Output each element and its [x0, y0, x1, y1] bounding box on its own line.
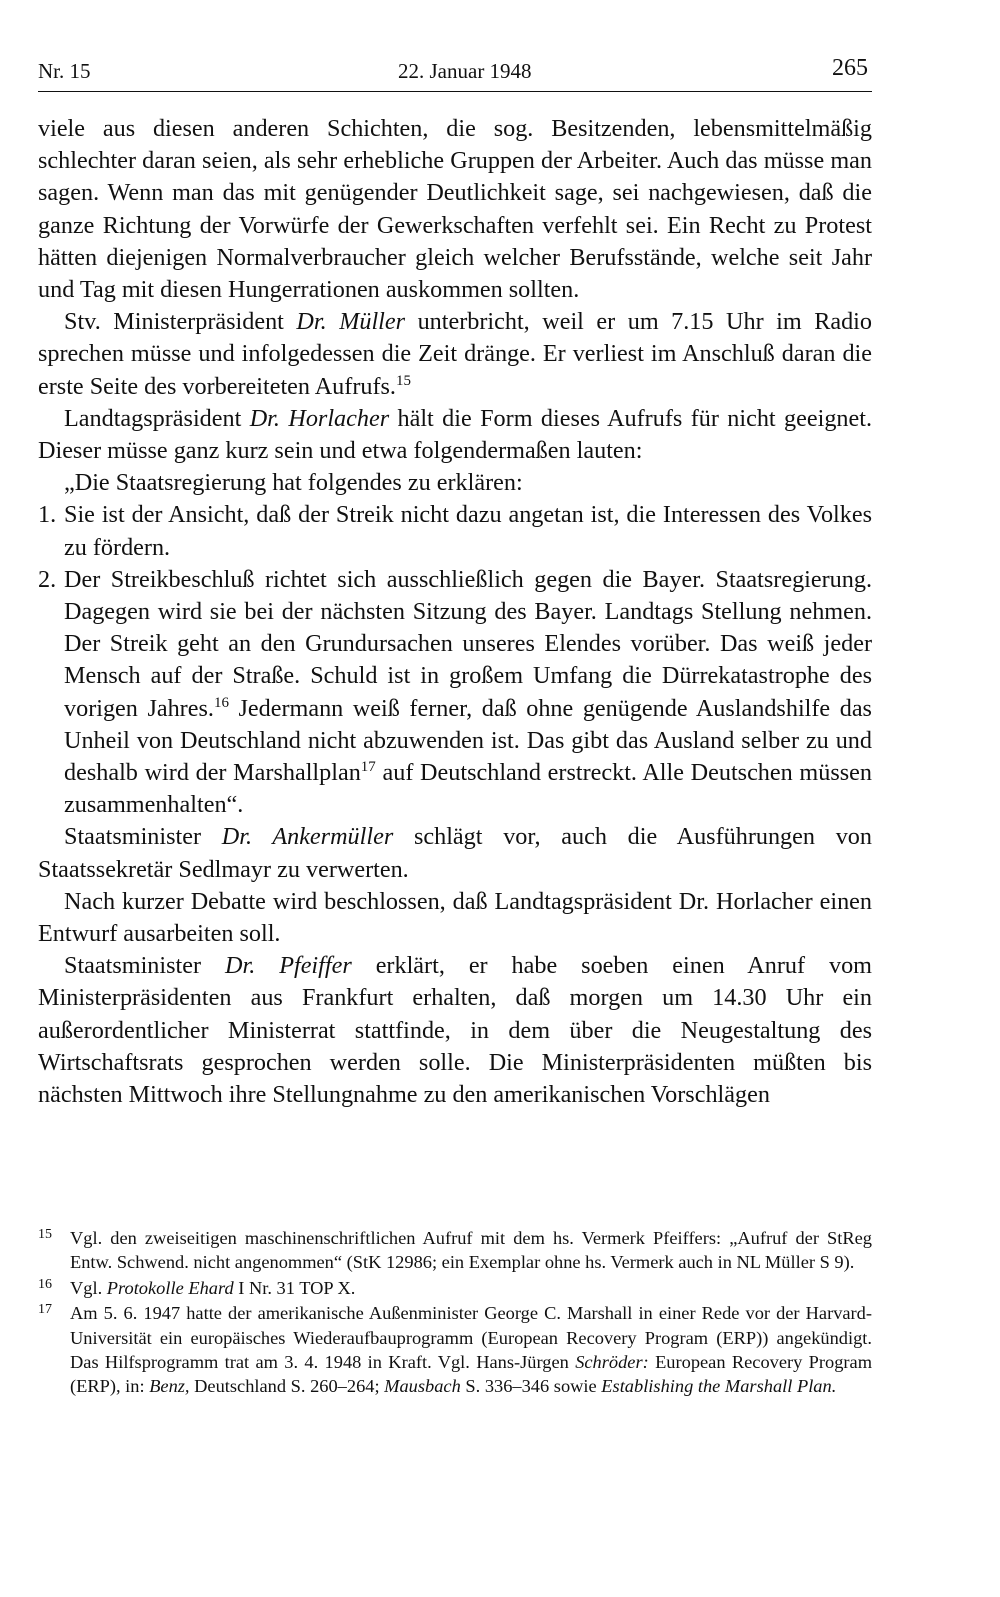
person-name-ankermueller: Ankermüller: [272, 823, 394, 851]
paragraph-6: Staatsminister Dr. Pfeiffer erklärt, er habe soeben einen Anruf vom Ministerpräsidenten aus Frankfurt erhalten, daß morgen um 14.30 Uhr ein außerordentlicher Ministerrat stattfinde, in dem über die Neugestaltung des Wirtschaftsrats gesprochen werden solle. Die Ministerpräsidenten müßten bis nächsten Mittwoch ihre Stellungnahme zu den amerikanischen Vorschlägen: [38, 952, 872, 1109]
main-text: [38, 113, 872, 1111]
footnotes: [38, 1226, 872, 1400]
footnote-15: 15 Vgl. den zweiseitigen maschinenschriftlichen Aufruf mit dem hs. Vermerk Pfeiffers: „Aufruf der StReg Entw. Schwend. nicht angenommen“ (StK 12986; ein Exemplar ohne hs. Vermerk auch in NL Müller S 9).: [38, 1227, 872, 1273]
running-header: [38, 55, 872, 92]
footnote-ref-16: 16: [213, 694, 229, 711]
issue-number: Nr. 15: [38, 59, 91, 83]
paragraph-5: Nach kurzer Debatte wird beschlossen, daß Landtagspräsident Dr. Horlacher einen Entwurf ausarbeiten soll.: [38, 887, 872, 948]
footnote-ref-17: 17: [360, 759, 376, 776]
quote-intro: „Die Staatsregierung hat folgendes zu erklären:: [64, 469, 523, 497]
list-item-1: 1. Sie ist der Ansicht, daß der Streik nicht dazu angetan ist, die Interessen des Volkes zu fördern.: [38, 501, 872, 561]
paragraph-3: Landtagspräsident Dr. Horlacher hält die Form dieses Aufrufs für nicht geeignet. Dieser müsse ganz kurz sein und etwa folgendermaßen lauten:: [38, 404, 873, 465]
footnote-16: 16 Vgl. Protokolle Ehard I Nr. 31 TOP X.: [38, 1276, 356, 1298]
person-name-mueller: Müller: [339, 308, 406, 336]
person-name-horlacher: Horlacher: [288, 404, 390, 432]
footnote-17: 17 Am 5. 6. 1947 hatte der amerikanische Außenminister George C. Marshall in einer Rede vor der Harvard-Universität ein europäisches Wiederaufbauprogramm (European Recovery Program (ERP)) angekündigt. Das Hilfsprogramm trat am 3. 4. 1948 in Kraft. Vgl. Hans-Jürgen Schröder: European Recovery Program (ERP), in: Benz, Deutschland S. 260–264; Mausbach S. 336–346 sowie Establishing the Marshall Plan.: [38, 1302, 873, 1397]
paragraph-4: Staatsminister Dr. Ankermüller schlägt vor, auch die Ausführungen von Staatssekretär Sedlmayr zu verwerten.: [38, 823, 872, 883]
page-number: 265: [832, 55, 868, 81]
paragraph-1: viele aus diesen anderen Schichten, die sog. Besitzenden, lebensmittelmäßig schlechter daran seien, als sehr erhebliche Gruppen der Arbeiter. Auch das müsse man sagen. Wenn man das mit genügender Deutlichkeit sage, sei nachgewiesen, daß die ganze Richtung der Vorwürfe der Gewerkschaften verfehlt sei. Ein Recht zu Protest hätten diejenigen Normalverbraucher gleich welcher Berufsstände, welche seit Jahr und Tag mit diesen Hungerrationen auskommen sollten.: [38, 115, 872, 304]
header-date: 22. Januar 1948: [398, 59, 532, 83]
list-item-2: 2. Der Streikbeschluß richtet sich ausschließlich gegen die Bayer. Staatsregierung. Dagegen wird sie bei der nächsten Sitzung des Bayer. Landtags Stellung nehmen. Der Streik geht an den Grundursachen unseres Elendes vorüber. Das weiß jeder Mensch auf der Straße. Schuld ist in großem Umfang die Dürrekatastrophe des vorigen Jahres.$^{16}$ Jedermann weiß ferner, daß ohne genügende Auslandshilfe das Unheil von Deutschland nicht abzuwenden ist. Das gibt das Ausland selber zu und deshalb wird der Marshallplan$^{17}$ auf Deutschland erstreckt. Alle Deutschen müssen zusammenhalten“.: [38, 565, 872, 819]
footnote-ref-15: 15: [395, 372, 411, 389]
paragraph-2: Stv. Ministerpräsident Dr. Müller unterbricht, weil er um 7.15 Uhr im Radio sprechen müsse und infolgedessen die Zeit dränge. Er verliest im Anschluß daran die erste Seite des vorbereiteten Aufrufs.$^{15}$: [38, 308, 872, 400]
person-name-pfeiffer: Pfeiffer: [279, 952, 352, 980]
